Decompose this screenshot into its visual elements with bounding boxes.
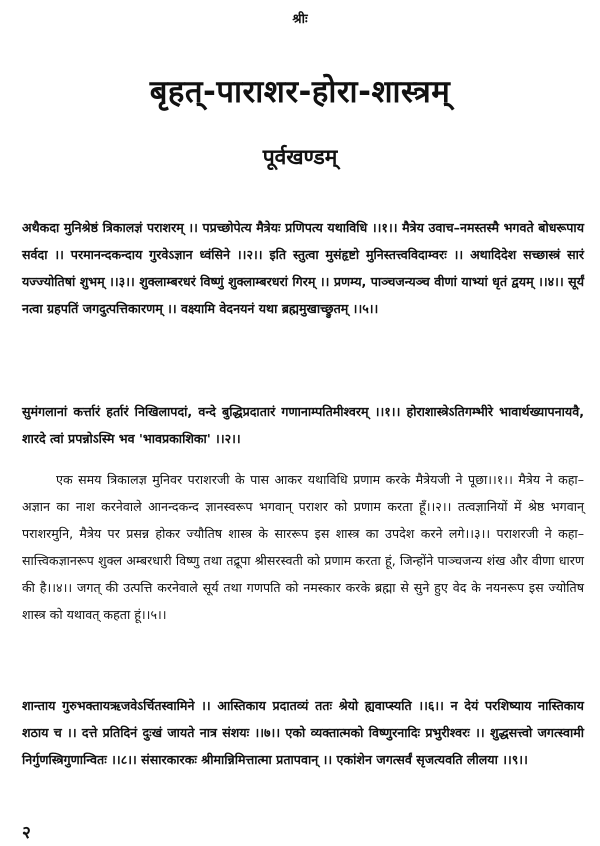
section-title: पूर्वखण्डम् (262, 145, 338, 169)
invocation-text: श्रीः (292, 12, 308, 27)
page-number: २ (22, 823, 31, 843)
sanskrit-invocation-verses: सुमंगलानां कर्त्तारं हर्तारं निखिलापदां, वन्दे बुद्धिप्रदातारं गणानाम्पतिमीश्वरम् ।।१।। होराशास्त्रेऽतिगम्भीरे भावार्थख्यापनायवै, शारदे त्वां प्रपन्नोऽस्मि भव 'भावप्रकाशिका' ।।२।। (22, 404, 584, 446)
page-title: बृहत्-पाराशर-होरा-शास्त्रम् (149, 74, 451, 110)
sanskrit-verses-opening: अथैकदा मुनिश्रेष्ठं त्रिकालज्ञं पराशरम् ।। पप्रच्छोपेत्य मैत्रेयः प्रणिपत्य यथाविधि ।।१।। मैत्रेय उवाच–नमस्तस्मै भगवते बोधरूपाय सर्वदा ।। परमानन्दकन्दाय गुरवेऽज्ञान ध्वंसिने ।।२।। इति स्तुत्वा मुसंहृष्टो मुनिस्तत्त्वविदाम्वरः ।। अथादिदेश सच्छास्त्रं सारं यज्ज्योतिषां शुभम् ।।३।। शुक्लाम्बरधरं विष्णुं शुक्लाम्बरधरां गिरम् ।। प्रणम्य, पाञ्चजन्यञ्च वीणां याभ्यां धृतं द्वयम् ।।४।। सूर्यं नत्वा ग्रहपतिं जगदुत्पत्तिकारणम् ।। वक्ष्यामि वेदनयनं यथा ब्रह्ममुखाच्छ्रुतम् ।।५।। (22, 220, 584, 316)
hindi-translation-paragraph: एक समय त्रिकालज्ञ मुनिवर पराशरजी के पास आकर यथाविधि प्रणाम करके मैत्रेयजी ने पूछा।।१।। मैत्रेय ने कहा–अज्ञान का नाश करनेवाले आनन्दकन्द ज्ञानस्वरूप भगवान् पराशर को प्रणाम करता हूँ।।२।। तत्वज्ञानियों में श्रेष्ठ भगवान् पराशरमुनि, मैत्रेय पर प्रसन्न होकर ज्यौतिष शास्त्र के साररूप इस शास्त्र का उपदेश करने लगे।।३।। पराशरजी ने कहा–सात्त्विकज्ञानरूप शुक्ल अम्बरधारी विष्णु तथा तद्रूपा श्रीसरस्वती को प्रणाम करता हूं, जिन्होंने पाञ्चजन्य शंख और वीणा धारण की है।।४।। जगत् की उत्पत्ति करनेवाले सूर्य तथा गणपति को नमस्कार करके ब्रह्मा से सुने हुए वेद के नयनरूप इस ज्योतिष शास्त्र को यथावत् कहता हूं।।५।। (22, 472, 584, 622)
sanskrit-verses-closing: शान्ताय गुरुभक्तायऋजवेऽर्चितस्वामिने ।। आस्तिकाय प्रदातव्यं ततः श्रेयो ह्यवाप्स्यति ।।६।। न देयं परशिष्याय नास्तिकाय शठाय च ।। दत्ते प्रतिदिनं दुःखं जायते नात्र संशयः ।।७।। एको व्यक्तात्मको विष्णुरनादिः प्रभुरीश्वरः ।। शुद्धसत्त्वो जगत्स्वामी निर्गुणस्त्रिगुणान्वितः ।।८।। संसारकारकः श्रीमान्निमित्तात्मा प्रतापवान् ।। एकांशेन जगत्सर्वं सृजत्यवति लीलया ।।९।। (22, 698, 584, 767)
